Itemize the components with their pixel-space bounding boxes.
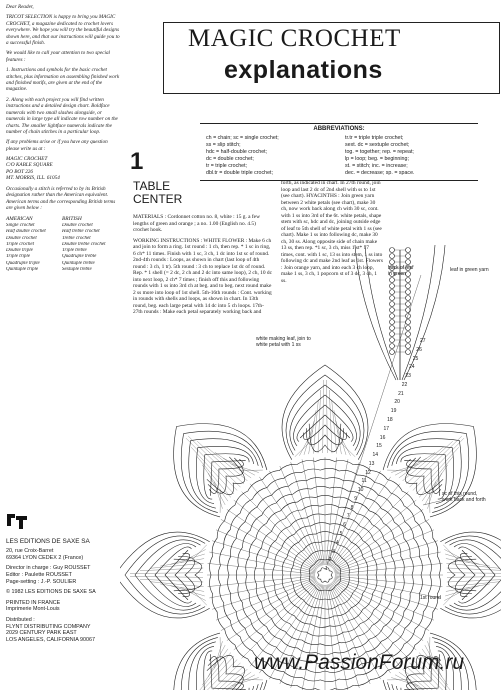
features-paragraph: We would like to call your attention to two special features : (6, 50, 110, 63)
feature-one: 1. Instructions and symbols for the basic crochet stitches, plus information on assembling finished work and finished motifs, are given at the end of the magazine. (6, 67, 120, 93)
project-number: 1 (130, 148, 144, 175)
label-back-of-leaf: back of leaf in green (388, 265, 414, 277)
magazine-title: MAGIC CROCHET (182, 25, 407, 53)
glossary-header: AMERICAN BRITISH (6, 215, 82, 222)
row-number: 25 (412, 355, 419, 362)
header-box (163, 22, 500, 94)
publisher-info: LES EDITIONS DE SAXE SA 20, rue Croix-Barret 69364 LYON CEDEX 2 (France) Director in charge : Guy ROUSSET Editor : Paulette ROUSSET Page-setting : J.-P. SOULIER © 1982 LES EDITIONS DE SAXE SA PRINTED IN FRANCE Imprimerie Mont-Louis Distributed : FLYNT DISTRIBUTING COMPANY 2029 CENTURY PARK EAST LOS ANGELES, CALIFORNIA 90067 (6, 512, 124, 643)
copyright: © 1982 LES EDITIONS DE SAXE SA (6, 589, 96, 596)
row-number: 16 (379, 434, 386, 441)
row-number: 10 (357, 487, 364, 494)
publisher-logo-icon (6, 512, 28, 530)
abbreviations-box (200, 123, 478, 181)
row-number: 18 (387, 416, 393, 423)
row-number: 14 (372, 452, 379, 458)
row-number: 4 (336, 539, 339, 546)
label-first-round: 1st round (420, 595, 441, 601)
glossary-row: Double crochet Treble crochet (6, 235, 91, 241)
row-number: 17 (383, 425, 390, 432)
row-number: 6 (343, 522, 347, 529)
abbreviations-col-2: tr.tr = triple triple crochet; sext. dc = sextuple crochet; tog. = together; rep. = repeat; lp = loop; beg. = beginning; st. = stitch; inc. = increase; dec. = decrease; sp. = space. (345, 135, 415, 176)
row-number: 22 (401, 381, 408, 388)
contact-address: MAGIC CROCHET C/O KABLE SQUARE PO BOT 226 MT. MORRIS, ILL. 61054 (6, 156, 60, 181)
publisher-name: LES EDITIONS DE SAXE SA (6, 537, 90, 545)
glossary-row: Half double crochet Half treble crochet (6, 229, 100, 235)
row-number: 7 (346, 513, 350, 520)
watermark: www.PassionForum.ru (254, 651, 465, 674)
abbreviations-col-1: ch = chain; sc = single crochet; ss = slip stitch; hdc = half-double crochet; dc = double crochet; tr = triple crochet; dbl.tr = double triple crochet; (206, 135, 279, 176)
label-sc-round: sc of this round, work back and forth (442, 491, 486, 503)
instructions-left (133, 214, 273, 316)
intro-paragraph: TRICOT SELECTION is happy to bring you MAGIC CROCHET, a magazine dedicated to crochet lovers everywhere. We hope you will try the beautiful designs shown here, and that our instructions will guide you to a successful finish. (6, 14, 120, 47)
row-number: 24 (409, 364, 415, 371)
section-title: explanations (224, 56, 383, 84)
row-number: 15 (376, 443, 382, 450)
british-paragraph: Occasionally a stitch is referred to by its British designation rather than the American equivalent. American terms and the corresponding British terms are given below : (6, 185, 116, 212)
row-number: 19 (390, 408, 397, 415)
row-number: 9 (354, 495, 357, 502)
row-number: 27 (420, 338, 426, 344)
glossary-row: Quadruple triple Quintuple treble (6, 260, 95, 266)
row-number: 8 (350, 504, 354, 511)
label-white-making-leaf: white making leaf, join to white petal with 1 ss (256, 336, 311, 348)
row-number: 2 (328, 557, 332, 564)
abbreviations-heading: ABBREVIATIONS: (313, 126, 365, 132)
materials-text: MATERIALS : Cordonnet cotton no. 8, white : 15 g. a few lengths of green and orange ; a no. 1.00 (English no. 4.5) crochet hook. (133, 214, 260, 233)
terms-glossary (6, 216, 122, 274)
glossary-row: Single crochet Double crochet (6, 222, 93, 228)
glossary-row: Double triple Triple treble (6, 248, 87, 254)
row-number: 26 (416, 346, 422, 353)
row-number: 5 (339, 530, 343, 537)
label-leaf: leaf in green yarn (450, 267, 489, 273)
row-number: 12 (365, 469, 371, 476)
working-instructions-text: WORKING INSTRUCTIONS : WHITE FLOWER : Make 6 ch and join to form a ring. 1st round : 1 ch, then rep. * 1 sc in ring, 6 ch* 11 times. Finish with 1 sc, 3 ch, 1 dc into 1st sc of round. 2nd-4th rounds : Loops, as shown in chart (last loop of 4th round : 3 ch, 1 tr). 5th round : 3 ch to replace 1st dc of round. Rep. * 1 shell (= 2 dc, 2 ch and 2 dc into same loop), 2 ch, 10 dc into next loop, 2 ch* 7 times ; finish off this and following rounds with 1 ss into 3rd ch at beg. and to beg. next round make 2 ss more into loop of 1st shell. 5th-16th rounds : Cont. working in rounds with shells and loops, as shown in chart. In 13th round, beg. each large petal with 14 dc into 5 ch loops. 17th-27th rounds : Make each petal separately working back and (133, 237, 272, 315)
row-number: 21 (398, 390, 404, 397)
problems-paragraph: If any problems arise or if you have any question please write us at : (6, 139, 108, 152)
salutation: Dear Reader, (6, 4, 34, 10)
instructions-right: forth, as indicated in chart. In 27th round, join loop and last 2 dc of 2nd shell with ss to 1st (see chart). HYACINTHS : Join green yarn between 2 white petals (see chart), make 30 ch, now work back along ch with 30 sc, cont. with 1 ss into 3rd of the 6t. white petals, shape stem with sc, hdc and dc, joining outside edge of leaf to 5th shell of white petal with 1 ss (see chart). Make 1 ss into following dc, make 30 ch, 30 ss. Along opposite side of chain make 13 ss, then rep. *1 sc, 3 ch, miss 1 st* 17 times, cont. with 1 sc, 13 ss into stem, 1 ss into following dc and make 2nd leaf as 1st. Flowers : Join orange yarn, and into each 3 ch loop, make 1 ss, 3 ch, 1 popcorn st of 3 dc, 3 ch, 1 ss. (281, 180, 383, 284)
glossary-row: Triple crochet Double treble crochet (6, 241, 106, 247)
row-number: 20 (394, 399, 400, 406)
glossary-row: Quintuple triple Sextuple treble (6, 267, 92, 273)
row-number: 11 (361, 478, 367, 485)
row-number: 3 (332, 548, 336, 555)
project-title: TABLE CENTER (133, 179, 183, 206)
row-number: 13 (368, 460, 375, 467)
row-number: 23 (405, 373, 411, 380)
glossary-row: Triple triple Quadruple treble (6, 254, 97, 260)
feature-two: 2. Along with each project you will find written instructions and a detailed design chart. Boldface numerals with two small slashes alongside, or numerals in large type all indicate row number on the charts. The smaller lightface numerals indicate the number of chain stitches in a particular loop. (6, 96, 118, 135)
row-number: 1 (325, 566, 328, 572)
